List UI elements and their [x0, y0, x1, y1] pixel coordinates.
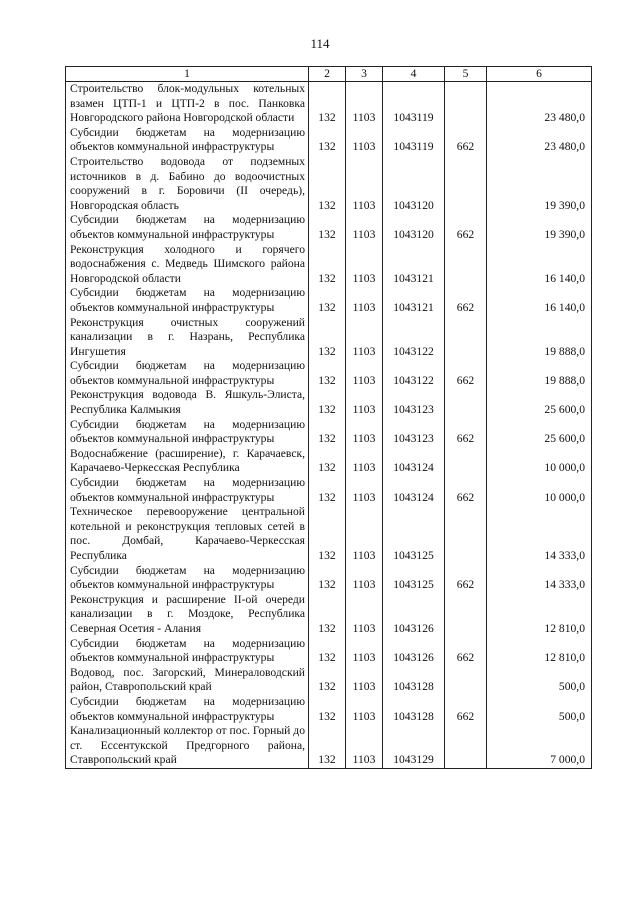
row-cell-c3: 1103	[346, 82, 383, 126]
row-cell-c3: 1103	[346, 637, 383, 666]
table-row	[66, 724, 592, 768]
table-row	[66, 155, 592, 213]
table-body	[66, 82, 592, 769]
column-header: 5	[445, 67, 487, 82]
row-cell-c6: 12 810,0	[487, 593, 592, 637]
table-row	[66, 476, 592, 505]
table-row	[66, 316, 592, 360]
row-cell-c6: 23 480,0	[487, 126, 592, 155]
table-row	[66, 666, 592, 695]
row-description: Строительство водовода от подземных источников в д. Бабино до водоочистных сооружений в г. Боровичи (II очередь), Новгородская область	[66, 155, 309, 213]
column-header: 3	[346, 67, 383, 82]
row-cell-c5: 662	[445, 637, 487, 666]
row-cell-c4: 1043124	[383, 476, 445, 505]
row-cell-c3: 1103	[346, 286, 383, 315]
row-cell-c6: 12 810,0	[487, 637, 592, 666]
row-description: Реконструкция и расширение II-ой очереди канализации в г. Моздоке, Республика Северная Осетия - Алания	[66, 593, 309, 637]
row-cell-c2: 132	[309, 82, 346, 126]
row-cell-c4: 1043128	[383, 695, 445, 724]
row-cell-c2: 132	[309, 359, 346, 388]
row-cell-c2: 132	[309, 155, 346, 213]
row-description: Реконструкция очистных сооружений канализации в г. Назрань, Республика Ингушетия	[66, 316, 309, 360]
row-cell-c5	[445, 155, 487, 213]
column-header: 4	[383, 67, 445, 82]
table-row	[66, 447, 592, 476]
row-cell-c4: 1043126	[383, 593, 445, 637]
row-cell-c5: 662	[445, 359, 487, 388]
row-cell-c3: 1103	[346, 388, 383, 417]
row-cell-c5: 662	[445, 695, 487, 724]
row-cell-c5: 662	[445, 476, 487, 505]
row-description: Субсидии бюджетам на модернизацию объектов коммунальной инфраструктуры	[66, 286, 309, 315]
row-cell-c2: 132	[309, 316, 346, 360]
row-cell-c4: 1043125	[383, 564, 445, 593]
row-cell-c4: 1043120	[383, 155, 445, 213]
row-cell-c6: 25 600,0	[487, 418, 592, 447]
page-number: 114	[310, 36, 330, 51]
row-cell-c3: 1103	[346, 359, 383, 388]
row-cell-c2: 132	[309, 388, 346, 417]
row-cell-c5	[445, 316, 487, 360]
table-row	[66, 505, 592, 563]
row-cell-c4: 1043121	[383, 286, 445, 315]
row-cell-c5: 662	[445, 126, 487, 155]
table-row	[66, 593, 592, 637]
row-cell-c5	[445, 82, 487, 126]
row-cell-c6: 7 000,0	[487, 724, 592, 768]
row-cell-c5: 662	[445, 564, 487, 593]
row-cell-c6: 16 140,0	[487, 286, 592, 315]
row-cell-c6: 14 333,0	[487, 505, 592, 563]
row-cell-c2: 132	[309, 666, 346, 695]
row-cell-c6: 23 480,0	[487, 82, 592, 126]
row-cell-c4: 1043129	[383, 724, 445, 768]
row-description: Реконструкция холодного и горячего водоснабжения с. Медведь Шимского района Новгородской области	[66, 243, 309, 287]
row-cell-c3: 1103	[346, 316, 383, 360]
row-cell-c3: 1103	[346, 243, 383, 287]
row-cell-c2: 132	[309, 447, 346, 476]
row-cell-c2: 132	[309, 505, 346, 563]
table-row	[66, 637, 592, 666]
row-description: Водовод, пос. Загорский, Минераловодский район, Ставропольский край	[66, 666, 309, 695]
row-description: Субсидии бюджетам на модернизацию объектов коммунальной инфраструктуры	[66, 126, 309, 155]
row-description: Канализационный коллектор от пос. Горный до ст. Ессентукской Предгорного района, Ставропольский край	[66, 724, 309, 768]
row-cell-c5	[445, 593, 487, 637]
row-cell-c3: 1103	[346, 418, 383, 447]
row-cell-c2: 132	[309, 213, 346, 242]
row-cell-c3: 1103	[346, 724, 383, 768]
table-row	[66, 359, 592, 388]
row-cell-c4: 1043128	[383, 666, 445, 695]
row-description: Субсидии бюджетам на модернизацию объектов коммунальной инфраструктуры	[66, 359, 309, 388]
row-description: Водоснабжение (расширение), г. Карачаевск, Карачаево-Черкесская Республика	[66, 447, 309, 476]
row-cell-c2: 132	[309, 564, 346, 593]
row-cell-c4: 1043119	[383, 82, 445, 126]
row-cell-c4: 1043124	[383, 447, 445, 476]
row-cell-c2: 132	[309, 418, 346, 447]
row-cell-c5	[445, 505, 487, 563]
row-cell-c4: 1043125	[383, 505, 445, 563]
row-cell-c5	[445, 447, 487, 476]
column-header: 2	[309, 67, 346, 82]
row-cell-c2: 132	[309, 637, 346, 666]
row-cell-c6: 19 888,0	[487, 316, 592, 360]
table-row	[66, 126, 592, 155]
row-cell-c5	[445, 243, 487, 287]
row-cell-c2: 132	[309, 126, 346, 155]
row-cell-c6: 500,0	[487, 666, 592, 695]
row-cell-c3: 1103	[346, 564, 383, 593]
row-cell-c6: 19 390,0	[487, 213, 592, 242]
row-description: Субсидии бюджетам на модернизацию объектов коммунальной инфраструктуры	[66, 564, 309, 593]
row-cell-c2: 132	[309, 476, 346, 505]
table-row	[66, 286, 592, 315]
table-row	[66, 243, 592, 287]
row-cell-c4: 1043123	[383, 388, 445, 417]
row-cell-c6: 16 140,0	[487, 243, 592, 287]
table-row	[66, 82, 592, 126]
row-cell-c2: 132	[309, 243, 346, 287]
row-cell-c2: 132	[309, 695, 346, 724]
row-cell-c3: 1103	[346, 505, 383, 563]
row-cell-c3: 1103	[346, 126, 383, 155]
row-description: Субсидии бюджетам на модернизацию объектов коммунальной инфраструктуры	[66, 418, 309, 447]
row-cell-c4: 1043119	[383, 126, 445, 155]
table-row	[66, 388, 592, 417]
row-cell-c6: 10 000,0	[487, 476, 592, 505]
row-cell-c3: 1103	[346, 213, 383, 242]
row-cell-c5	[445, 666, 487, 695]
table-row	[66, 564, 592, 593]
row-cell-c5	[445, 388, 487, 417]
row-cell-c5	[445, 724, 487, 768]
row-cell-c3: 1103	[346, 476, 383, 505]
row-cell-c6: 500,0	[487, 695, 592, 724]
row-description: Субсидии бюджетам на модернизацию объектов коммунальной инфраструктуры	[66, 637, 309, 666]
row-cell-c4: 1043120	[383, 213, 445, 242]
row-cell-c3: 1103	[346, 593, 383, 637]
row-cell-c2: 132	[309, 286, 346, 315]
row-cell-c6: 10 000,0	[487, 447, 592, 476]
table-row	[66, 695, 592, 724]
row-cell-c2: 132	[309, 724, 346, 768]
row-description: Субсидии бюджетам на модернизацию объектов коммунальной инфраструктуры	[66, 695, 309, 724]
row-cell-c4: 1043121	[383, 243, 445, 287]
row-cell-c4: 1043123	[383, 418, 445, 447]
row-cell-c6: 19 888,0	[487, 359, 592, 388]
row-cell-c5: 662	[445, 418, 487, 447]
row-cell-c6: 14 333,0	[487, 564, 592, 593]
column-header: 6	[487, 67, 592, 82]
row-cell-c2: 132	[309, 593, 346, 637]
row-description: Субсидии бюджетам на модернизацию объектов коммунальной инфраструктуры	[66, 476, 309, 505]
row-description: Субсидии бюджетам на модернизацию объектов коммунальной инфраструктуры	[66, 213, 309, 242]
budget-table	[65, 66, 592, 769]
row-cell-c4: 1043122	[383, 316, 445, 360]
row-cell-c4: 1043122	[383, 359, 445, 388]
table-header-row	[66, 67, 592, 82]
row-cell-c3: 1103	[346, 447, 383, 476]
column-header: 1	[66, 67, 309, 82]
row-description: Техническое перевооружение центральной котельной и реконструкция тепловых сетей в пос. Домбай, Карачаево-Черкесская Республика	[66, 505, 309, 563]
row-description: Строительство блок-модульных котельных взамен ЦТП-1 и ЦТП-2 в пос. Панковка Новгородского района Новгородской области	[66, 82, 309, 126]
row-cell-c6: 19 390,0	[487, 155, 592, 213]
row-cell-c6: 25 600,0	[487, 388, 592, 417]
row-cell-c3: 1103	[346, 695, 383, 724]
table-row	[66, 213, 592, 242]
row-cell-c5: 662	[445, 286, 487, 315]
row-cell-c3: 1103	[346, 666, 383, 695]
row-cell-c5: 662	[445, 213, 487, 242]
row-description: Реконструкция водовода В. Яшкуль-Элиста, Республика Калмыкия	[66, 388, 309, 417]
row-cell-c4: 1043126	[383, 637, 445, 666]
row-cell-c3: 1103	[346, 155, 383, 213]
table-row	[66, 418, 592, 447]
